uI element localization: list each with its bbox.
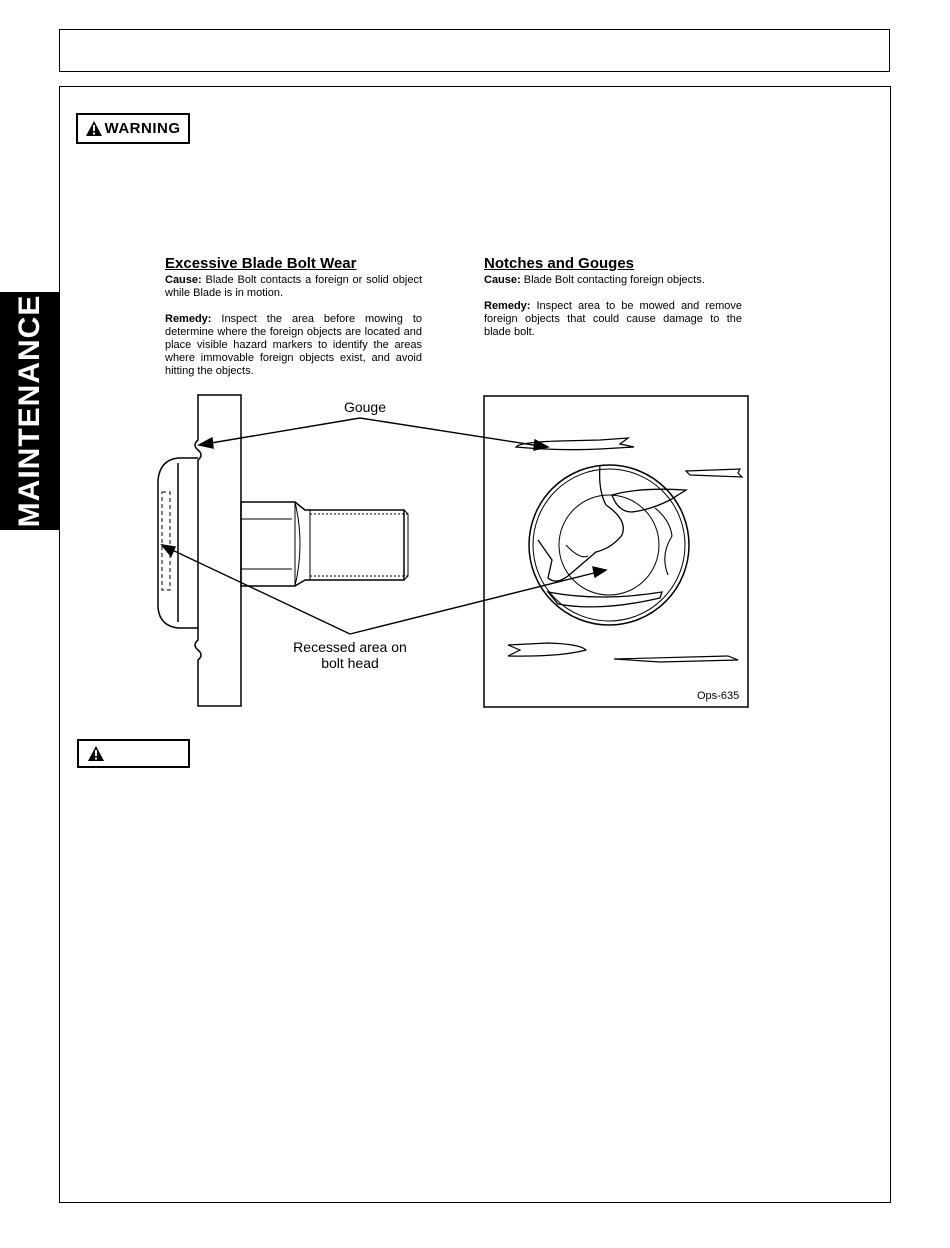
cause-label: Cause: [484,274,521,286]
cause-label: Cause: [165,274,202,286]
blade-bolt-wear-heading: Excessive Blade Bolt Wear [165,255,357,272]
bolt-shank [241,502,404,586]
warning-label: WARNING [104,120,181,137]
caution-badge [77,739,190,768]
figure-id-label: Ops-635 [697,690,740,702]
caution-triangle-icon [88,746,104,761]
remedy-text: Inspect area to be mowed and remove foreign objects that could cause damage to the blade bolt. [484,300,742,338]
remedy-text: Inspect the area before mowing to determine where the foreign objects are located and place visible hazard markers to identify the areas where immovable foreign objects exist, and avoid hitting the objects. [165,313,422,377]
gouge-label: Gouge [343,399,387,415]
remedy-label: Remedy: [165,313,212,325]
notches-gouges-heading: Notches and Gouges [484,255,635,272]
cause-text: Blade Bolt contacting foreign objects. [520,274,705,286]
section-side-tab-label: MAINTENANCE [12,294,46,528]
cause-text: Blade Bolt contacts a foreign or solid object while Blade is in motion. [165,274,422,299]
remedy-label: Remedy: [484,300,531,312]
recessed-area-label: Recessed area on bolt head [293,639,407,671]
